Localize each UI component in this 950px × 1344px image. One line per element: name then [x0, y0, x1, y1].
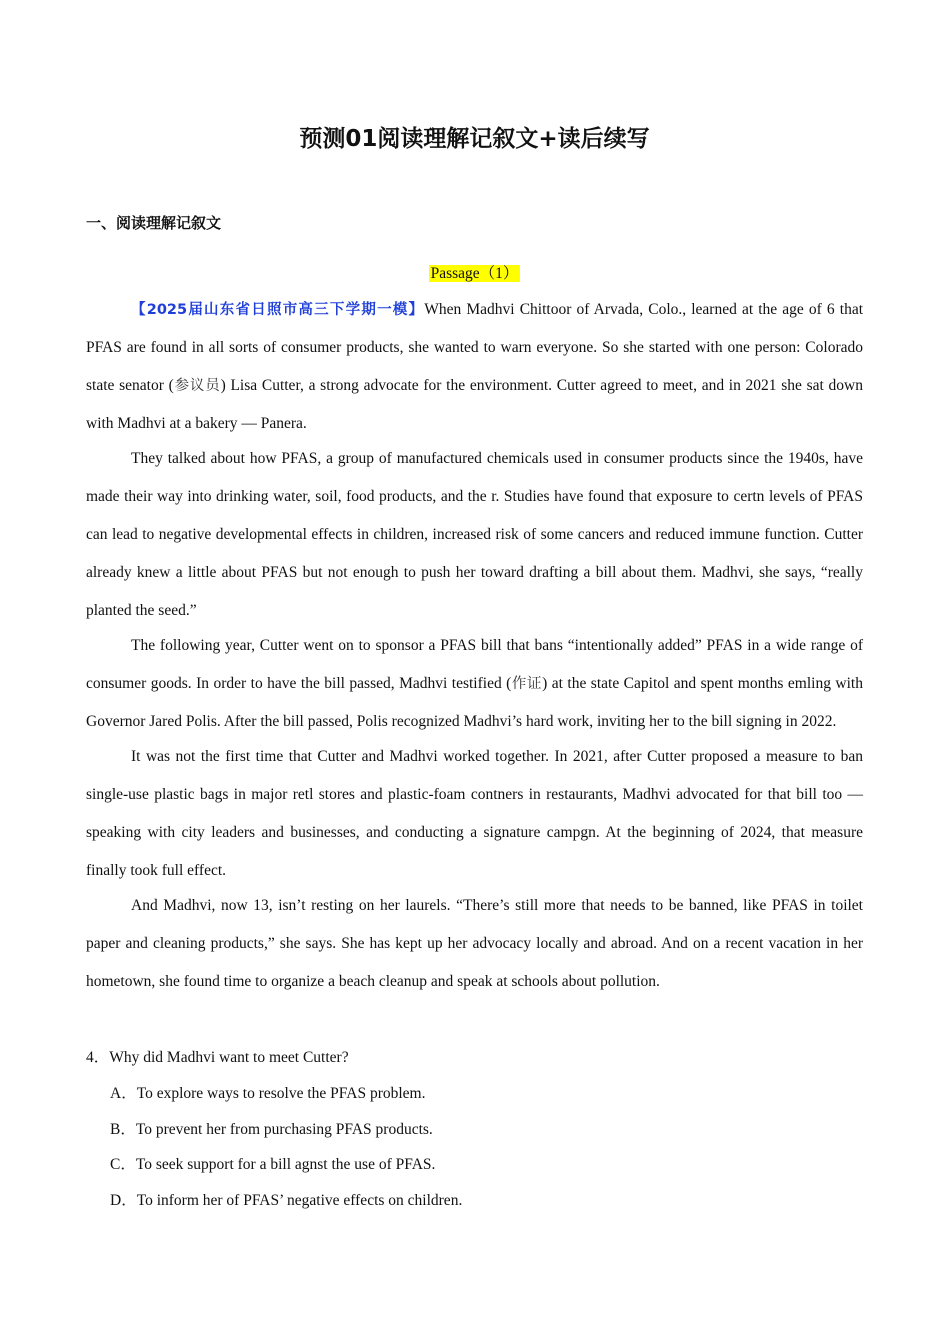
- passage-label: Passage（1）: [430, 265, 519, 282]
- question-text: 4．Why did Madhvi want to meet Cutter?: [86, 1049, 349, 1066]
- option-a: A．To explore ways to resolve the PFAS problem.: [110, 1085, 426, 1102]
- testified-gloss: 作证: [511, 676, 543, 692]
- passage-body: [86, 291, 863, 1001]
- paragraph-3-text-a: The following year, Cutter went on to sponsor a PFAS bill that bans “intentionally added” PFAS in a wide range of consumer goods. In order to have the bill passed, Madhvi testified (: [86, 637, 863, 692]
- paragraph-1-text-b: ) Lisa Cutter, a strong advocate for the environment. Cutter agreed to meet, and in 2021 she sat down with Madhvi at a bakery — Panera.: [86, 377, 863, 432]
- question-block: [86, 1040, 863, 1218]
- paragraph-5: And Madhvi, now 13, isn’t resting on her laurels. “There’s still more that needs to be banned, like PFAS in toilet paper and cleaning products,” she says. She has kept up her advocacy locally and abroad. And on a recent vacation in her hometown, she found time to organize a beach cleanup and speak at schools about pollution.: [86, 897, 863, 990]
- option-d: D．To inform her of PFAS’ negative effects on children.: [110, 1191, 463, 1209]
- source-tag: 【2025届山东省日照市高三下学期一模】: [131, 302, 425, 318]
- paragraph-1-text-a: When Madhvi Chittoor of Arvada, Colo., learned at the age of 6 that PFAS are found in all sorts of consumer products, she wanted to warn everyone. So she started with one person: Colorado state senator (: [86, 301, 863, 394]
- section-heading: 一、阅读理解记叙文: [86, 214, 222, 232]
- paragraph-4: It was not the first time that Cutter and Madhvi worked together. In 2021, after Cutter proposed a measure to ban single-use plastic bags in major retl stores and plastic-foam contners in restaurants, Madhvi advocated for that bill too — speaking with city leaders and businesses, and conducting a signature campgn. At the beginning of 2024, that measure finally took full effect.: [86, 748, 863, 879]
- passage-label-row: [86, 263, 863, 285]
- document-title: 预测01阅读理解记叙文+读后续写: [299, 126, 650, 152]
- option-b: B．To prevent her from purchasing PFAS products.: [110, 1120, 433, 1138]
- paragraph-1: [86, 291, 863, 443]
- paragraph-3: [86, 627, 863, 741]
- paragraph-2: They talked about how PFAS, a group of manufactured chemicals used in consumer products since the 1940s, have made their way into drinking water, soil, food products, and the r. Studies have found that exposure to certn levels of PFAS can lead to negative developmental effects in children, increased risk of some cancers and reduced immune function. Cutter already knew a little about PFAS but not enough to push her toward drafting a bill about them. Madhvi, she says, “really planted the seed.”: [86, 450, 863, 619]
- paragraph-3-text-b: ) at the state Capitol and spent months emling with Governor Jared Polis. After the bill passed, Polis recognized Madhvi’s hard work, inviting her to the bill signing in 2022.: [86, 675, 863, 730]
- senator-gloss: 参议员: [173, 378, 221, 394]
- option-c: C．To seek support for a bill agnst the use of PFAS.: [110, 1156, 436, 1173]
